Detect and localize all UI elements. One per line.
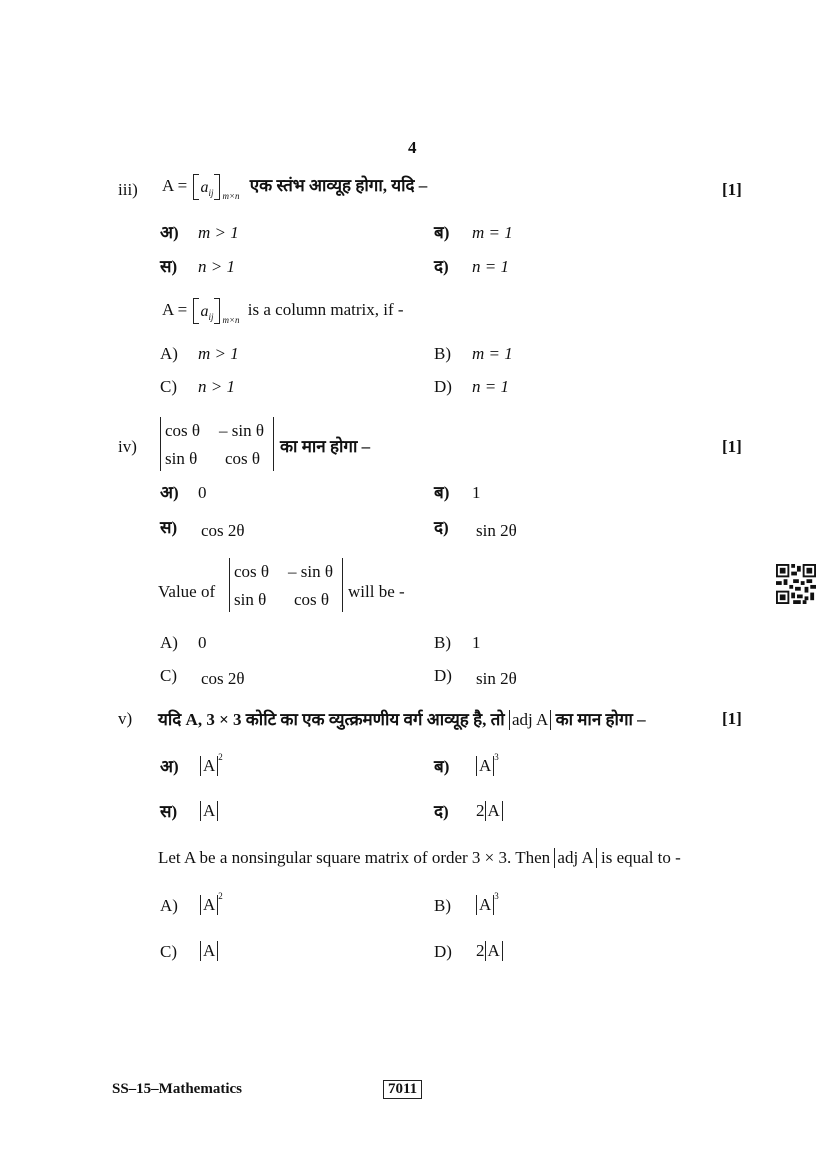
option-value: n = 1 (472, 257, 509, 276)
option-label: B) (434, 633, 451, 652)
option-label: स) (160, 518, 178, 537)
option-label: C) (160, 942, 177, 961)
option-label: अ) (160, 483, 179, 502)
det-cell: cos θ (225, 449, 261, 468)
det-cell: sin θ (165, 449, 198, 468)
option-value: m > 1 (198, 344, 239, 363)
marks: [1] (722, 180, 742, 199)
det-cell: cos θ (234, 562, 270, 581)
stem-text-en (158, 848, 681, 868)
stem-text-hi: का मान होगा – (280, 437, 371, 456)
option-value (476, 891, 499, 915)
question-number: iv) (118, 437, 137, 456)
stem-text-en: Value of (158, 582, 216, 601)
marks: [1] (722, 709, 742, 728)
option-value: 0 (198, 483, 207, 502)
footer-subject: SS–15–Mathematics (112, 1081, 242, 1097)
option-label: D) (434, 942, 452, 961)
stem-text-en: will be - (348, 582, 405, 601)
coefficient: 2 (476, 941, 485, 960)
power: 3 (494, 752, 499, 762)
option-value: cos 2θ (201, 669, 245, 688)
stem-text-hi (158, 710, 646, 730)
page-number: 4 (408, 138, 417, 157)
option-label: C) (160, 666, 177, 685)
option-value: 1 (472, 483, 481, 502)
coefficient: 2 (476, 801, 485, 820)
question-number: iii) (118, 180, 138, 199)
det-cell: sin θ (234, 590, 267, 609)
determinant (160, 417, 274, 471)
det-cell: – sin θ (288, 562, 333, 581)
power: 2 (218, 891, 223, 901)
option-value (200, 752, 223, 776)
option-label: A) (160, 633, 178, 652)
det-bars: A (476, 756, 494, 776)
option-label: ब) (434, 483, 450, 502)
power: 2 (218, 752, 223, 762)
option-value: 1 (472, 633, 481, 652)
det-cell: cos θ (294, 590, 330, 609)
option-value: sin 2θ (476, 521, 517, 540)
option-value: n > 1 (198, 377, 235, 396)
det-bars: A (200, 756, 218, 776)
option-label: A) (160, 344, 178, 363)
option-label: द) (434, 257, 449, 276)
power: 3 (494, 891, 499, 901)
option-value: n = 1 (472, 377, 509, 396)
option-label: द) (434, 802, 449, 821)
stem-text-en-pre: Let A be a nonsingular square matrix of order 3 × 3. Then (158, 848, 551, 867)
stem-text-hi-pre: यदि A, 3 × 3 कोटि का एक व्युत्क्रमणीय वर्ग आव्यूह है, तो (158, 710, 505, 729)
det-cell: cos θ (165, 421, 201, 440)
option-label: D) (434, 377, 452, 396)
option-label: D) (434, 666, 452, 685)
det-bars: A (476, 895, 494, 915)
option-value: m > 1 (198, 223, 239, 242)
matrix-bracket: $a_{ij}$ (193, 298, 220, 324)
stem-text-hi-post: का मान होगा – (555, 710, 646, 729)
stem-text-en: is a column matrix, if - (247, 299, 404, 319)
question-number: v) (118, 709, 133, 728)
option-label: A) (160, 896, 178, 915)
option-label: ब) (434, 223, 450, 242)
det-cell: – sin θ (219, 421, 264, 440)
option-value: 0 (198, 633, 207, 652)
det-bars: A (200, 895, 218, 915)
det-bars: A (200, 941, 218, 961)
option-label: द) (434, 518, 449, 537)
stem-text-hi: एक स्तंभ आव्यूह होगा, यदि – (249, 175, 428, 195)
option-label: स) (160, 802, 178, 821)
option-label: अ) (160, 223, 179, 242)
option-label: B) (434, 344, 451, 363)
option-value: cos 2θ (201, 521, 245, 540)
question-stem-hi: $A = a_{ij}$ $_{m\times n}$ एक स्तंभ आव्यूह होगा, यदि – (162, 175, 428, 201)
option-value (476, 752, 499, 776)
option-value: sin 2θ (476, 669, 517, 688)
option-value (200, 941, 218, 961)
qr-code-icon (776, 564, 816, 604)
option-label: स) (160, 257, 178, 276)
matrix-bracket: $a_{ij}$ (193, 174, 220, 200)
stem-text-en-post: is equal to - (601, 848, 681, 867)
option-label: अ) (160, 757, 179, 776)
option-value: m = 1 (472, 223, 513, 242)
det-bars: A (200, 801, 218, 821)
option-label: B) (434, 896, 451, 915)
option-value (200, 801, 218, 821)
adj-determinant: adj A (509, 710, 551, 730)
determinant (229, 558, 343, 612)
det-bars: A (485, 941, 503, 961)
footer-code: 7011 (383, 1080, 422, 1099)
adj-determinant: adj A (554, 848, 596, 868)
option-value (476, 941, 503, 961)
option-label: C) (160, 377, 177, 396)
det-bars: A (485, 801, 503, 821)
option-value (476, 801, 503, 821)
marks: [1] (722, 437, 742, 456)
question-stem-en: $A = a_{ij}$ $_{m\times n}$ is a column matrix, if - (162, 299, 404, 325)
option-value: n > 1 (198, 257, 235, 276)
option-value: m = 1 (472, 344, 513, 363)
option-value (200, 891, 223, 915)
option-label: ब) (434, 757, 450, 776)
